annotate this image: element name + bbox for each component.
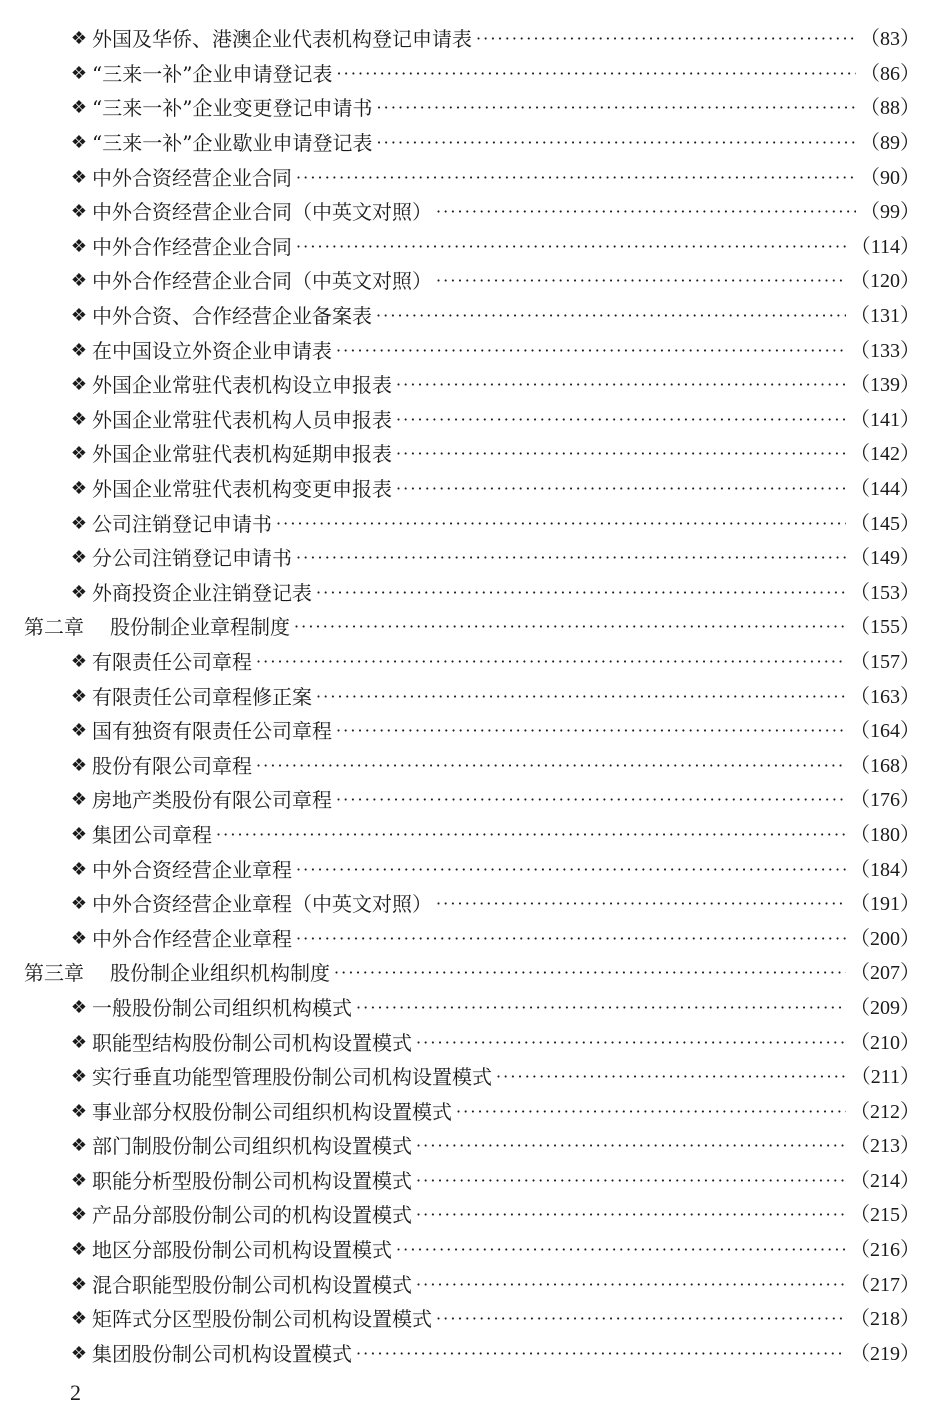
- dot-leader: [356, 1344, 846, 1364]
- diamond-bullet-icon: ❖: [70, 1169, 88, 1191]
- entry-title: “三来一补”企业变更登记申请书: [92, 96, 373, 121]
- toc-item-row: [0, 1233, 950, 1268]
- entry-title: 有限责任公司章程: [92, 649, 252, 674]
- diamond-bullet-icon: ❖: [70, 581, 88, 603]
- dot-leader: [296, 860, 846, 880]
- dot-leader: [356, 998, 846, 1018]
- chapter-number: 第三章: [24, 961, 84, 986]
- entry-page-number: （211）: [850, 1066, 920, 1089]
- dot-leader: [436, 894, 846, 914]
- dot-leader: [396, 479, 846, 499]
- entry-page-number: （200）: [850, 927, 920, 950]
- diamond-bullet-icon: ❖: [70, 547, 88, 569]
- dot-leader: [296, 168, 856, 188]
- diamond-bullet-icon: ❖: [70, 339, 88, 361]
- toc-item-row: [0, 1129, 950, 1164]
- diamond-bullet-icon: ❖: [70, 132, 88, 154]
- toc-item-row: [0, 541, 950, 576]
- toc-item-row: [0, 1267, 950, 1302]
- diamond-bullet-icon: ❖: [70, 1273, 88, 1295]
- dot-leader: [376, 98, 856, 118]
- dot-leader: [256, 756, 846, 776]
- page-number: 2: [70, 1380, 81, 1405]
- entry-page-number: （145）: [850, 512, 920, 535]
- entry-title: 混合职能型股份制公司机构设置模式: [92, 1272, 412, 1297]
- diamond-bullet-icon: ❖: [70, 408, 88, 430]
- entry-title: 中外合资经营企业章程: [92, 857, 292, 882]
- table-of-contents: [0, 22, 950, 1371]
- entry-title: 在中国设立外资企业申请表: [92, 338, 332, 363]
- entry-page-number: （207）: [850, 962, 920, 985]
- dot-leader: [436, 271, 846, 291]
- diamond-bullet-icon: ❖: [70, 650, 88, 672]
- entry-page-number: （157）: [850, 650, 920, 673]
- diamond-bullet-icon: ❖: [70, 1239, 88, 1261]
- entry-page-number: （120）: [850, 270, 920, 293]
- toc-item-row: [0, 1198, 950, 1233]
- toc-chapter-row: [0, 610, 950, 645]
- entry-title: 分公司注销登记申请书: [92, 546, 292, 571]
- entry-title: 房地产类股份有限公司章程: [92, 788, 332, 813]
- dot-leader: [316, 687, 846, 707]
- toc-item-row: [0, 679, 950, 714]
- chapter-title: 股份制企业章程制度: [110, 615, 290, 640]
- toc-item-row: [0, 472, 950, 507]
- entry-page-number: （213）: [850, 1135, 920, 1158]
- entry-title: 中外合资经营企业章程（中英文对照）: [92, 892, 432, 917]
- entry-title: 一般股份制公司组织机构模式: [92, 995, 352, 1020]
- toc-chapter-row: [0, 956, 950, 991]
- dot-leader: [276, 514, 846, 534]
- dot-leader: [396, 410, 846, 430]
- entry-page-number: （86）: [860, 62, 920, 85]
- toc-item-row: [0, 57, 950, 92]
- entry-page-number: （155）: [850, 616, 920, 639]
- diamond-bullet-icon: ❖: [70, 28, 88, 50]
- toc-item-row: [0, 921, 950, 956]
- dot-leader: [416, 1033, 846, 1053]
- entry-title: 外商投资企业注销登记表: [92, 580, 312, 605]
- diamond-bullet-icon: ❖: [70, 720, 88, 742]
- toc-item-row: [0, 437, 950, 472]
- entry-title: 职能型结构股份制公司机构设置模式: [92, 1030, 412, 1055]
- entry-page-number: （99）: [860, 201, 920, 224]
- entry-page-number: （144）: [850, 478, 920, 501]
- entry-page-number: （89）: [860, 132, 920, 155]
- toc-item-row: [0, 1302, 950, 1337]
- diamond-bullet-icon: ❖: [70, 754, 88, 776]
- entry-title: 外国企业常驻代表机构变更申报表: [92, 477, 392, 502]
- toc-item-row: [0, 506, 950, 541]
- toc-item-row: [0, 818, 950, 853]
- dot-leader: [294, 617, 846, 637]
- dot-leader: [376, 306, 846, 326]
- dot-leader: [336, 64, 856, 84]
- dot-leader: [216, 825, 846, 845]
- entry-title: 外国及华侨、港澳企业代表机构登记申请表: [92, 27, 472, 52]
- dot-leader: [256, 652, 846, 672]
- entry-page-number: （133）: [850, 339, 920, 362]
- entry-title: 外国企业常驻代表机构延期申报表: [92, 442, 392, 467]
- entry-page-number: （114）: [850, 235, 920, 258]
- dot-leader: [336, 341, 846, 361]
- entry-title: 产品分部股份制公司的机构设置模式: [92, 1203, 412, 1228]
- entry-page-number: （88）: [860, 97, 920, 120]
- entry-page-number: （215）: [850, 1204, 920, 1227]
- dot-leader: [396, 1240, 846, 1260]
- toc-item-row: [0, 576, 950, 611]
- diamond-bullet-icon: ❖: [70, 201, 88, 223]
- toc-item-row: [0, 195, 950, 230]
- diamond-bullet-icon: ❖: [70, 893, 88, 915]
- diamond-bullet-icon: ❖: [70, 858, 88, 880]
- diamond-bullet-icon: ❖: [70, 443, 88, 465]
- diamond-bullet-icon: ❖: [70, 789, 88, 811]
- entry-page-number: （218）: [850, 1308, 920, 1331]
- dot-leader: [476, 29, 856, 49]
- toc-item-row: [0, 991, 950, 1026]
- toc-item-row: [0, 368, 950, 403]
- diamond-bullet-icon: ❖: [70, 1100, 88, 1122]
- diamond-bullet-icon: ❖: [70, 1066, 88, 1088]
- toc-item-row: [0, 1025, 950, 1060]
- entry-title: “三来一补”企业申请登记表: [92, 61, 333, 86]
- diamond-bullet-icon: ❖: [70, 478, 88, 500]
- dot-leader: [296, 929, 846, 949]
- entry-page-number: （141）: [850, 408, 920, 431]
- toc-item-row: [0, 230, 950, 265]
- entry-page-number: （217）: [850, 1273, 920, 1296]
- toc-item-row: [0, 22, 950, 57]
- dot-leader: [436, 202, 856, 222]
- dot-leader: [336, 790, 846, 810]
- dot-leader: [496, 1067, 847, 1087]
- toc-item-row: [0, 160, 950, 195]
- entry-page-number: （176）: [850, 789, 920, 812]
- entry-page-number: （180）: [850, 823, 920, 846]
- dot-leader: [376, 133, 856, 153]
- toc-item-row: [0, 887, 950, 922]
- diamond-bullet-icon: ❖: [70, 1204, 88, 1226]
- dot-leader: [416, 1275, 846, 1295]
- entry-title: 部门制股份制公司组织机构设置模式: [92, 1134, 412, 1159]
- entry-title: 公司注销登记申请书: [92, 511, 272, 536]
- entry-page-number: （139）: [850, 374, 920, 397]
- diamond-bullet-icon: ❖: [70, 996, 88, 1018]
- entry-title: 事业部分权股份制公司组织机构设置模式: [92, 1099, 452, 1124]
- entry-page-number: （191）: [850, 893, 920, 916]
- entry-title: 集团公司章程: [92, 822, 212, 847]
- entry-title: 中外合作经营企业合同（中英文对照）: [92, 269, 432, 294]
- toc-item-row: [0, 1094, 950, 1129]
- toc-item-row: [0, 783, 950, 818]
- entry-title: 地区分部股份制公司机构设置模式: [92, 1238, 392, 1263]
- diamond-bullet-icon: ❖: [70, 235, 88, 257]
- diamond-bullet-icon: ❖: [70, 270, 88, 292]
- chapter-title: 股份制企业组织机构制度: [110, 961, 330, 986]
- dot-leader: [436, 1309, 846, 1329]
- toc-item-row: [0, 126, 950, 161]
- diamond-bullet-icon: ❖: [70, 823, 88, 845]
- entry-title: 中外合资、合作经营企业备案表: [92, 304, 372, 329]
- entry-title: 中外合作经营企业章程: [92, 926, 292, 951]
- diamond-bullet-icon: ❖: [70, 927, 88, 949]
- dot-leader: [396, 444, 846, 464]
- diamond-bullet-icon: ❖: [70, 685, 88, 707]
- entry-page-number: （214）: [850, 1169, 920, 1192]
- diamond-bullet-icon: ❖: [70, 1031, 88, 1053]
- entry-page-number: （90）: [860, 166, 920, 189]
- dot-leader: [416, 1136, 846, 1156]
- entry-page-number: （83）: [860, 28, 920, 51]
- entry-title: 集团股份制公司机构设置模式: [92, 1341, 352, 1366]
- chapter-number: 第二章: [24, 615, 84, 640]
- entry-title: 中外合资经营企业合同: [92, 165, 292, 190]
- entry-page-number: （212）: [850, 1100, 920, 1123]
- toc-item-row: [0, 1337, 950, 1372]
- entry-title: 股份有限公司章程: [92, 753, 252, 778]
- dot-leader: [316, 583, 846, 603]
- diamond-bullet-icon: ❖: [70, 1308, 88, 1330]
- toc-item-row: [0, 1164, 950, 1199]
- diamond-bullet-icon: ❖: [70, 62, 88, 84]
- entry-title: 矩阵式分区型股份制公司机构设置模式: [92, 1307, 432, 1332]
- dot-leader: [396, 375, 846, 395]
- dot-leader: [416, 1205, 846, 1225]
- entry-title: 中外合作经营企业合同: [92, 234, 292, 259]
- dot-leader: [334, 963, 846, 983]
- diamond-bullet-icon: ❖: [70, 97, 88, 119]
- diamond-bullet-icon: ❖: [70, 1135, 88, 1157]
- entry-title: 中外合资经营企业合同（中英文对照）: [92, 200, 432, 225]
- entry-page-number: （131）: [850, 305, 920, 328]
- toc-item-row: [0, 264, 950, 299]
- entry-page-number: （216）: [850, 1239, 920, 1262]
- toc-item-row: [0, 91, 950, 126]
- entry-page-number: （210）: [850, 1031, 920, 1054]
- entry-page-number: （164）: [850, 720, 920, 743]
- entry-title: 实行垂直功能型管理股份制公司机构设置模式: [92, 1065, 492, 1090]
- diamond-bullet-icon: ❖: [70, 166, 88, 188]
- entry-page-number: （153）: [850, 581, 920, 604]
- toc-item-row: [0, 645, 950, 680]
- entry-title: 职能分析型股份制公司机构设置模式: [92, 1168, 412, 1193]
- entry-title: 国有独资有限责任公司章程: [92, 719, 332, 744]
- toc-item-row: [0, 714, 950, 749]
- dot-leader: [296, 548, 846, 568]
- entry-page-number: （219）: [850, 1342, 920, 1365]
- toc-item-row: [0, 333, 950, 368]
- dot-leader: [336, 721, 846, 741]
- diamond-bullet-icon: ❖: [70, 374, 88, 396]
- diamond-bullet-icon: ❖: [70, 1342, 88, 1364]
- toc-item-row: [0, 1060, 950, 1095]
- entry-title: 外国企业常驻代表机构设立申报表: [92, 373, 392, 398]
- entry-page-number: （184）: [850, 858, 920, 881]
- entry-title: “三来一补”企业歇业申请登记表: [92, 131, 373, 156]
- entry-page-number: （163）: [850, 685, 920, 708]
- entry-title: 有限责任公司章程修正案: [92, 684, 312, 709]
- diamond-bullet-icon: ❖: [70, 305, 88, 327]
- toc-item-row: [0, 852, 950, 887]
- diamond-bullet-icon: ❖: [70, 512, 88, 534]
- entry-page-number: （142）: [850, 443, 920, 466]
- entry-title: 外国企业常驻代表机构人员申报表: [92, 407, 392, 432]
- toc-item-row: [0, 748, 950, 783]
- entry-page-number: （149）: [850, 547, 920, 570]
- dot-leader: [296, 237, 847, 257]
- dot-leader: [456, 1102, 846, 1122]
- toc-item-row: [0, 299, 950, 334]
- dot-leader: [416, 1171, 846, 1191]
- toc-item-row: [0, 403, 950, 438]
- entry-page-number: （168）: [850, 754, 920, 777]
- entry-page-number: （209）: [850, 996, 920, 1019]
